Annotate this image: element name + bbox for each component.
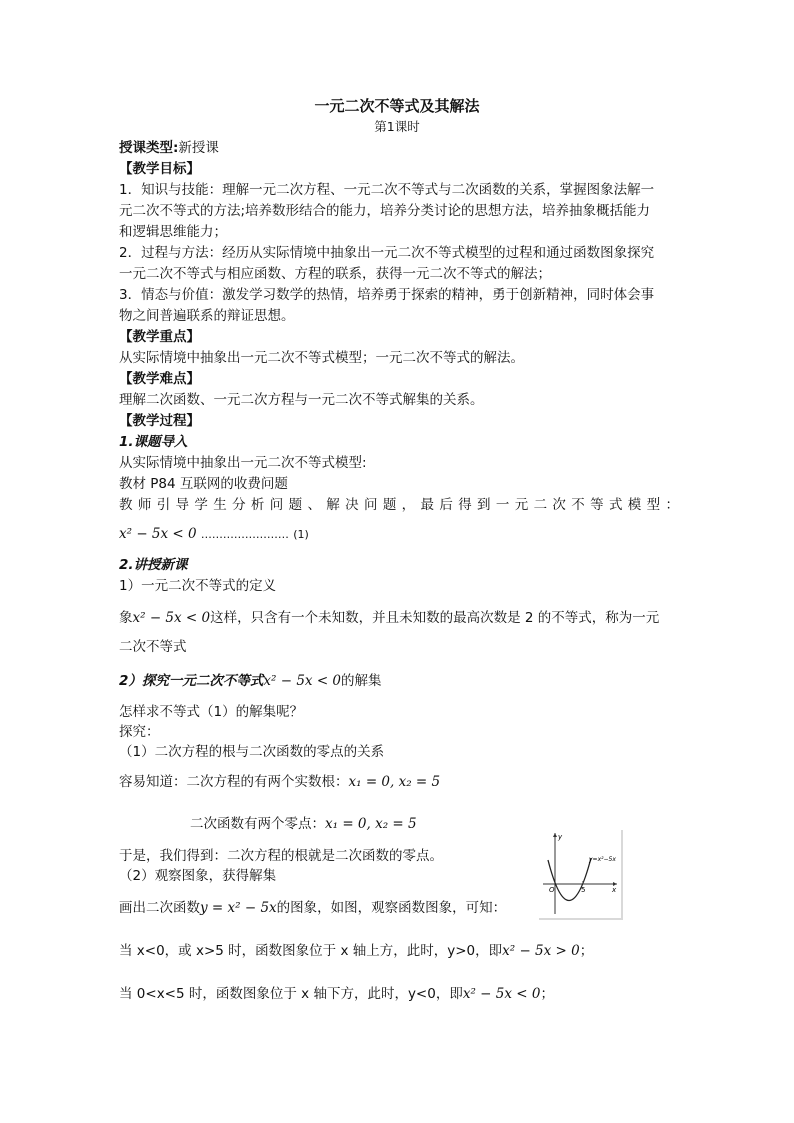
- section1-heading: 1.课题导入: [119, 434, 188, 450]
- case1-math: x² − 5x > 0: [502, 943, 580, 959]
- case2-math: x² − 5x < 0: [462, 986, 541, 1002]
- case2-pre: 当 0<x<5 时，函数图象位于 x 轴下方，此时，y<0，即: [119, 986, 463, 1002]
- graph-function-label: y=x²−5x: [589, 856, 616, 863]
- definition-math: x² − 5x < 0: [132, 610, 211, 626]
- section1-line2: 教材 P84 互联网的收费问题: [119, 476, 288, 492]
- graph-five-label: 5: [581, 886, 586, 894]
- page-subtitle: 第1课时: [374, 119, 420, 134]
- lesson-type-value: 新授课: [178, 140, 219, 156]
- lesson-type-label: 授课类型:: [119, 140, 179, 156]
- step1-heading: （1）二次方程的根与二次函数的零点的关系: [119, 744, 385, 760]
- difficulty-header: 【教学难点】: [119, 371, 200, 387]
- goal2-line1: 2．过程与方法：经历从实际情境中抽象出一元二次不等式模型的过程和通过函数图象探究: [119, 245, 655, 261]
- inequality-1: [119, 525, 679, 544]
- goal1-line3: 和逻辑思维能力；: [119, 224, 227, 240]
- function-graph: [539, 830, 623, 920]
- draw-pre: 画出二次函数: [119, 900, 200, 916]
- sub1-heading: 1）一元二次不等式的定义: [119, 578, 277, 594]
- goal1-line1: 1．知识与技能：理解一元二次方程、一元二次不等式与二次函数的关系，掌握图象法解一: [119, 182, 655, 198]
- section1-line3: 教师引导学生分析问题、解决问题，最后得到一元二次不等式模型：: [119, 497, 679, 513]
- inequality-1-tag: (1): [293, 528, 309, 541]
- goal3-line2: 物之间普遍联系的辩证思想。: [119, 308, 295, 324]
- sub2-heading: [119, 672, 679, 690]
- goal-header: 【教学目标】: [119, 161, 200, 177]
- conclusion-line: 于是，我们得到：二次方程的根就是二次函数的零点。: [119, 848, 443, 864]
- graph-y-arrow: [553, 833, 557, 837]
- goal3-line1: 3．情态与价值：激发学习数学的热情，培养勇于探索的精神，勇于创新精神，同时体会事: [119, 287, 655, 303]
- zeros-pre: 二次函数有两个零点：: [190, 816, 325, 832]
- inequality-1-math: x² − 5x < 0: [119, 526, 197, 542]
- goal1-line2: 元二次不等式的方法;培养数形结合的能力，培养分类讨论的思想方法，培养抽象概括能力: [119, 203, 651, 219]
- page-title: 一元二次不等式及其解法: [314, 97, 480, 115]
- case2-line: [119, 985, 679, 1003]
- definition-post: 这样，只含有一个未知数，并且未知数的最高次数是 2 的不等式，称为一元: [210, 610, 660, 626]
- case1-pre: 当 x<0，或 x>5 时，函数图象位于 x 轴上方，此时，y>0，即: [119, 943, 503, 959]
- zeros-math: x₁ = 0, x₂ = 5: [325, 816, 417, 832]
- parabola-graph-svg: [539, 830, 621, 918]
- difficulty-text: 理解二次函数、一元二次方程与一元二次不等式解集的关系。: [119, 392, 484, 408]
- definition-line2: 二次不等式: [119, 639, 187, 655]
- parabola-curve: [548, 858, 591, 901]
- key-header: 【教学重点】: [119, 329, 200, 345]
- case2-post: ；: [540, 986, 554, 1002]
- zeros-line: [190, 815, 750, 833]
- roots-pre: 容易知道：二次方程的有两个实数根：: [119, 774, 349, 790]
- definition-pre: 象: [119, 610, 133, 626]
- draw-math: y = x² − 5x: [200, 900, 277, 916]
- sub2-math: x² − 5x < 0: [263, 673, 342, 689]
- graph-x-label: x: [612, 886, 617, 894]
- sub2-post: 的解集: [341, 673, 382, 689]
- definition-line1: [119, 609, 679, 627]
- case1-post: ；: [579, 943, 594, 959]
- lesson-type: [119, 139, 679, 157]
- graph-y-label: y: [558, 833, 563, 841]
- step2-heading: （2）观察图象，获得解集: [119, 868, 277, 884]
- goal2-line2: 一元二次不等式与相应函数、方程的联系，获得一元二次不等式的解法；: [119, 266, 551, 282]
- key-text: 从实际情境中抽象出一元二次不等式模型；一元二次不等式的解法。: [119, 350, 524, 366]
- graph-origin-label: O: [549, 886, 555, 894]
- question-line: 怎样求不等式（1）的解集呢？: [119, 704, 304, 720]
- case1-line: [119, 942, 679, 960]
- process-header: 【教学过程】: [119, 413, 200, 429]
- inequality-1-dots: ……………………: [200, 528, 289, 541]
- section2-heading: 2.讲授新课: [119, 557, 188, 573]
- section1-line1: 从实际情境中抽象出一元二次不等式模型:: [119, 455, 367, 471]
- draw-post: 的图象，如图，观察函数图象，可知：: [276, 900, 507, 916]
- roots-line: [119, 773, 679, 791]
- explore-label: 探究：: [119, 724, 160, 740]
- sub2-pre: 2）探究一元二次不等式: [119, 673, 264, 689]
- roots-math: x₁ = 0, x₂ = 5: [348, 774, 441, 790]
